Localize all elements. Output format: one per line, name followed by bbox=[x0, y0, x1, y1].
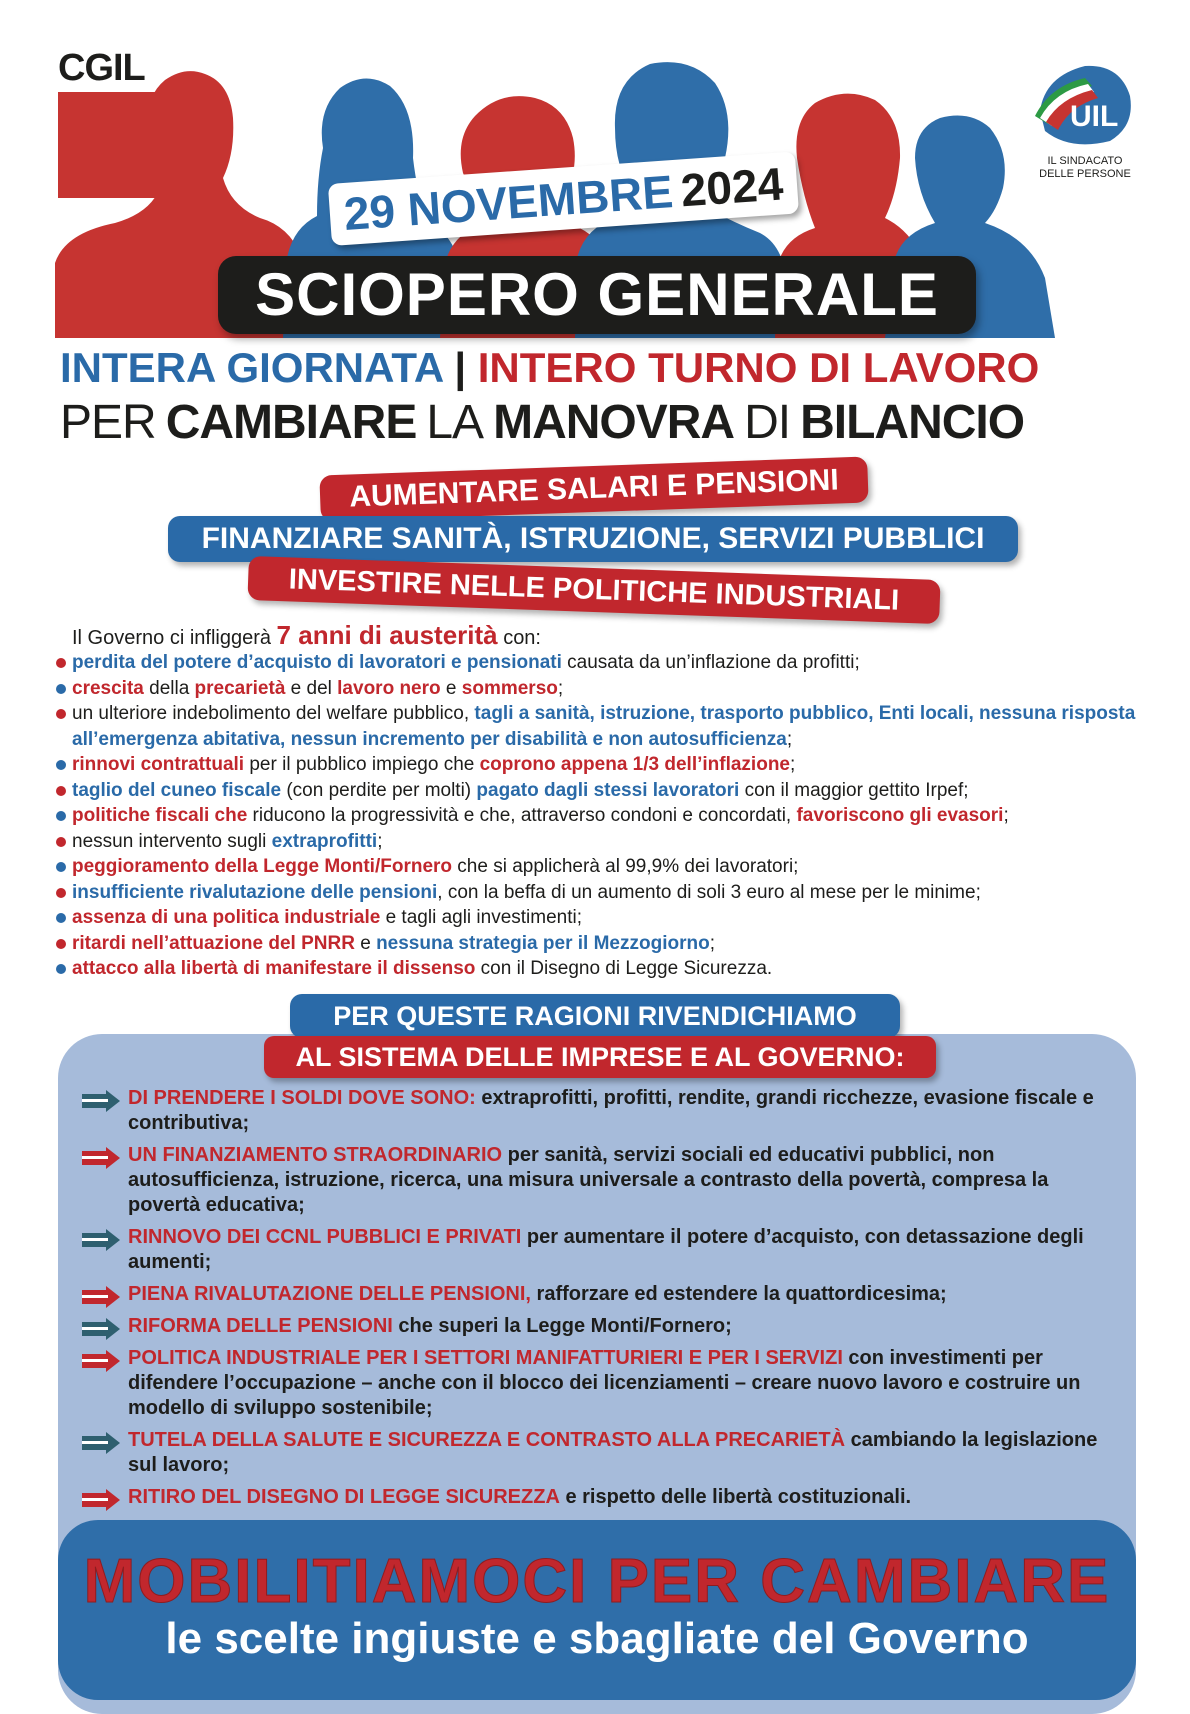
duration-full-day: INTERA GIORNATA bbox=[60, 344, 443, 391]
arrow-right-icon bbox=[82, 1229, 120, 1251]
list-item-highlight: perdita del potere d’acquisto di lavoratori e pensionati bbox=[72, 652, 562, 673]
headline-purpose bbox=[60, 395, 1140, 450]
list-item-text: e tagli agli investimenti; bbox=[380, 907, 583, 928]
list-item-highlight: precarietà bbox=[194, 677, 286, 699]
list-item-text: ; bbox=[709, 932, 715, 954]
demand-text: extraprofitti, profitti, rendite, grandi ricchezze, evasione fiscale e contributiva; bbox=[128, 1087, 1094, 1134]
list-item-text: causata da un’inflazione da profitti; bbox=[561, 652, 860, 673]
austerity-list bbox=[56, 650, 1136, 982]
demand-text: e rispetto delle libertà costituzionali. bbox=[559, 1486, 912, 1508]
demand-text: con investimenti per difendere l’occupazione – anche con il blocco dei licenziamenti – creare nuovo lavoro e costruire un modello di sviluppo sostenibile; bbox=[128, 1347, 1081, 1419]
arrow-right-icon bbox=[82, 1147, 120, 1169]
bullet-dot-icon bbox=[56, 709, 66, 719]
list-item-text: un ulteriore indebolimento del welfare pubblico, bbox=[72, 703, 475, 724]
demand-heading: TUTELA DELLA SALUTE E SICUREZZA E CONTRASTO ALLA PRECARIETÀ bbox=[128, 1429, 846, 1451]
uil-tagline bbox=[1020, 155, 1150, 181]
cgil-logo bbox=[58, 48, 166, 198]
demand-heading: RITIRO DEL DISEGNO DI LEGGE SICUREZZA bbox=[128, 1486, 560, 1508]
list-item-highlight: peggioramento della Legge Monti/Fornero bbox=[72, 856, 453, 877]
purpose-word: CAMBIARE bbox=[165, 396, 417, 449]
demand-heading: POLITICA INDUSTRIALE PER I SETTORI MANIFATTURIERI E PER I SERVIZI bbox=[128, 1347, 843, 1369]
bullet-dot-icon bbox=[56, 939, 66, 949]
purpose-word: PER bbox=[60, 396, 156, 449]
page-title: SCIOPERO GENERALE bbox=[255, 261, 939, 328]
goal-pill-industry: INVESTIRE NELLE POLITICHE INDUSTRIALI bbox=[247, 556, 940, 624]
footer-banner bbox=[58, 1520, 1136, 1700]
list-item-highlight: pagato dagli stessi lavoratori bbox=[476, 779, 740, 801]
arrow-right-icon bbox=[82, 1318, 120, 1340]
bullet-dot-icon bbox=[56, 837, 66, 847]
list-item bbox=[56, 905, 1136, 931]
demands-list bbox=[82, 1086, 1112, 1517]
list-item-text: (con perdite per molti) bbox=[281, 779, 477, 801]
list-item-text: ; bbox=[557, 677, 564, 699]
uil-tagline-line-2: DELLE PERSONE bbox=[1039, 168, 1131, 180]
demand-item bbox=[82, 1086, 1112, 1136]
page-title-box bbox=[218, 256, 976, 334]
list-item bbox=[56, 956, 1136, 982]
arrow-right-icon bbox=[82, 1350, 120, 1372]
demand-text: rafforzare ed estendere la quattordicesima; bbox=[531, 1283, 947, 1305]
list-item-highlight: taglio del cuneo fiscale bbox=[72, 779, 282, 801]
demand-text: che superi la Legge Monti/Fornero; bbox=[392, 1315, 732, 1337]
cgil-wordmark: CGIL bbox=[58, 47, 145, 89]
intro-pre: Il Governo ci infliggerà bbox=[72, 627, 271, 649]
demand-item bbox=[82, 1314, 1112, 1339]
list-item-text: riducono la progressività e che, attraverso condoni e concordati, bbox=[247, 805, 797, 826]
demand-item bbox=[82, 1143, 1112, 1218]
list-item-text: nessun intervento sugli bbox=[72, 830, 272, 852]
arrow-right-icon bbox=[82, 1489, 120, 1511]
demand-item bbox=[82, 1282, 1112, 1307]
list-item-text: ; bbox=[786, 728, 793, 750]
bullet-dot-icon bbox=[56, 811, 66, 821]
uil-tagline-line-1: IL SINDACATO bbox=[1047, 155, 1123, 167]
bullet-dot-icon bbox=[56, 760, 66, 770]
demands-header-2: AL SISTEMA DELLE IMPRESE E AL GOVERNO: bbox=[264, 1036, 936, 1078]
list-item bbox=[56, 778, 1136, 804]
list-item bbox=[56, 880, 1136, 906]
list-item bbox=[56, 676, 1136, 702]
demand-item bbox=[82, 1428, 1112, 1478]
list-item-highlight: crescita bbox=[72, 677, 144, 699]
list-item-highlight: coprono appena 1/3 dell’inflazione bbox=[479, 754, 790, 775]
duration-full-shift: INTERO TURNO DI LAVORO bbox=[477, 344, 1040, 391]
arrow-right-icon bbox=[82, 1286, 120, 1308]
bullet-dot-icon bbox=[56, 862, 66, 872]
list-item bbox=[56, 854, 1136, 880]
austerity-intro bbox=[72, 620, 541, 651]
goal-pill-services: FINANZIARE SANITÀ, ISTRUZIONE, SERVIZI PUBBLICI bbox=[168, 516, 1018, 562]
duration-separator: | bbox=[454, 344, 467, 391]
list-item bbox=[56, 650, 1136, 676]
demand-item bbox=[82, 1485, 1112, 1510]
list-item-highlight: insufficiente rivalutazione delle pensioni bbox=[72, 881, 438, 903]
list-item-highlight: sommerso bbox=[461, 677, 558, 699]
bullet-dot-icon bbox=[56, 964, 66, 974]
list-item-highlight: extraprofitti bbox=[271, 830, 378, 852]
list-item-text: per il pubblico impiego che bbox=[244, 754, 480, 775]
bullet-dot-icon bbox=[56, 888, 66, 898]
list-item-text: , con la beffa di un aumento di soli 3 euro al mese per le minime; bbox=[437, 881, 981, 903]
list-item-text: e del bbox=[285, 677, 338, 699]
arrow-right-icon bbox=[82, 1090, 120, 1112]
demand-text: cambiando la legislazione sul lavoro; bbox=[128, 1429, 1098, 1476]
list-item-text: e bbox=[440, 677, 462, 699]
list-item-text: della bbox=[143, 677, 195, 699]
demand-text: per aumentare il potere d’acquisto, con detassazione degli aumenti; bbox=[128, 1226, 1084, 1273]
date-year: 2024 bbox=[679, 157, 785, 217]
uil-mark: UIL bbox=[1070, 100, 1119, 133]
bullet-dot-icon bbox=[56, 913, 66, 923]
list-item-highlight: ritardi nell’attuazione del PNRR bbox=[72, 932, 355, 954]
purpose-word: BILANCIO bbox=[800, 396, 1025, 449]
list-item-highlight: politiche fiscali che bbox=[72, 805, 248, 826]
list-item bbox=[56, 829, 1136, 855]
uil-logo bbox=[1020, 56, 1150, 181]
list-item bbox=[56, 752, 1136, 778]
footer-subslogan: le scelte ingiuste e sbagliate del Governo bbox=[165, 1614, 1029, 1663]
list-item-highlight: favoriscono gli evasori bbox=[796, 805, 1004, 826]
arrow-right-icon bbox=[82, 1432, 120, 1454]
demand-heading: RIFORMA DELLE PENSIONI bbox=[128, 1315, 393, 1337]
strike-duration bbox=[60, 344, 1140, 392]
list-item-highlight: assenza di una politica industriale bbox=[72, 907, 381, 928]
date-day-month: 29 NOVEMBRE bbox=[342, 165, 675, 240]
list-item-text: e bbox=[354, 932, 377, 954]
list-item-text: ; bbox=[1003, 805, 1009, 826]
purpose-word: DI bbox=[744, 396, 791, 449]
list-item-text: ; bbox=[790, 754, 796, 775]
list-item-text: con il maggior gettito Irpef; bbox=[739, 779, 969, 801]
footer-slogan: MOBILITIAMOCI PER CAMBIARE bbox=[83, 1547, 1111, 1616]
cgil-red-square bbox=[58, 92, 164, 198]
list-item-highlight: lavoro nero bbox=[337, 677, 441, 699]
list-item-text: che si applicherà al 99,9% dei lavoratori; bbox=[452, 856, 799, 877]
list-item-text: ; bbox=[377, 830, 383, 852]
list-item-highlight: tagli a sanità, istruzione, trasporto pubblico, Enti locali, nessuna risposta all’emergenza abitativa, nessun incremento per disabilità e non autosufficienza bbox=[72, 703, 1136, 750]
bullet-dot-icon bbox=[56, 684, 66, 694]
list-item bbox=[56, 803, 1136, 829]
list-item-text: con il Disegno di Legge Sicurezza. bbox=[475, 958, 773, 979]
purpose-word: MANOVRA bbox=[493, 396, 735, 449]
bullet-dot-icon bbox=[56, 786, 66, 796]
list-item-highlight: attacco alla libertà di manifestare il dissenso bbox=[72, 958, 476, 979]
goal-pill-wages: AUMENTARE SALARI E PENSIONI bbox=[319, 456, 868, 521]
list-item-highlight: rinnovi contrattuali bbox=[72, 754, 245, 775]
uil-emblem-icon bbox=[1030, 56, 1140, 146]
intro-post: con: bbox=[503, 627, 541, 649]
demand-heading: UN FINANZIAMENTO STRAORDINARIO bbox=[128, 1144, 503, 1166]
list-item bbox=[56, 931, 1136, 957]
demand-heading: RINNOVO DEI CCNL PUBBLICI E PRIVATI bbox=[128, 1226, 522, 1248]
demands-header-1: PER QUESTE RAGIONI RIVENDICHIAMO bbox=[290, 994, 900, 1038]
bullet-dot-icon bbox=[56, 658, 66, 668]
intro-highlight: 7 anni di austerità bbox=[276, 620, 498, 650]
demand-item bbox=[82, 1225, 1112, 1275]
demand-item bbox=[82, 1346, 1112, 1421]
purpose-word: LA bbox=[426, 396, 484, 449]
list-item bbox=[56, 701, 1136, 752]
demand-text: per sanità, servizi sociali ed educativi pubblici, non autosufficienza, istruzione, ricerca, una misura universale a contrasto della povertà, compresa la povertà educativa; bbox=[128, 1144, 1049, 1216]
demand-heading: DI PRENDERE I SOLDI DOVE SONO: bbox=[128, 1087, 476, 1109]
list-item-highlight: nessuna strategia per il Mezzogiorno bbox=[376, 932, 710, 954]
demand-heading: PIENA RIVALUTAZIONE DELLE PENSIONI, bbox=[128, 1283, 531, 1305]
